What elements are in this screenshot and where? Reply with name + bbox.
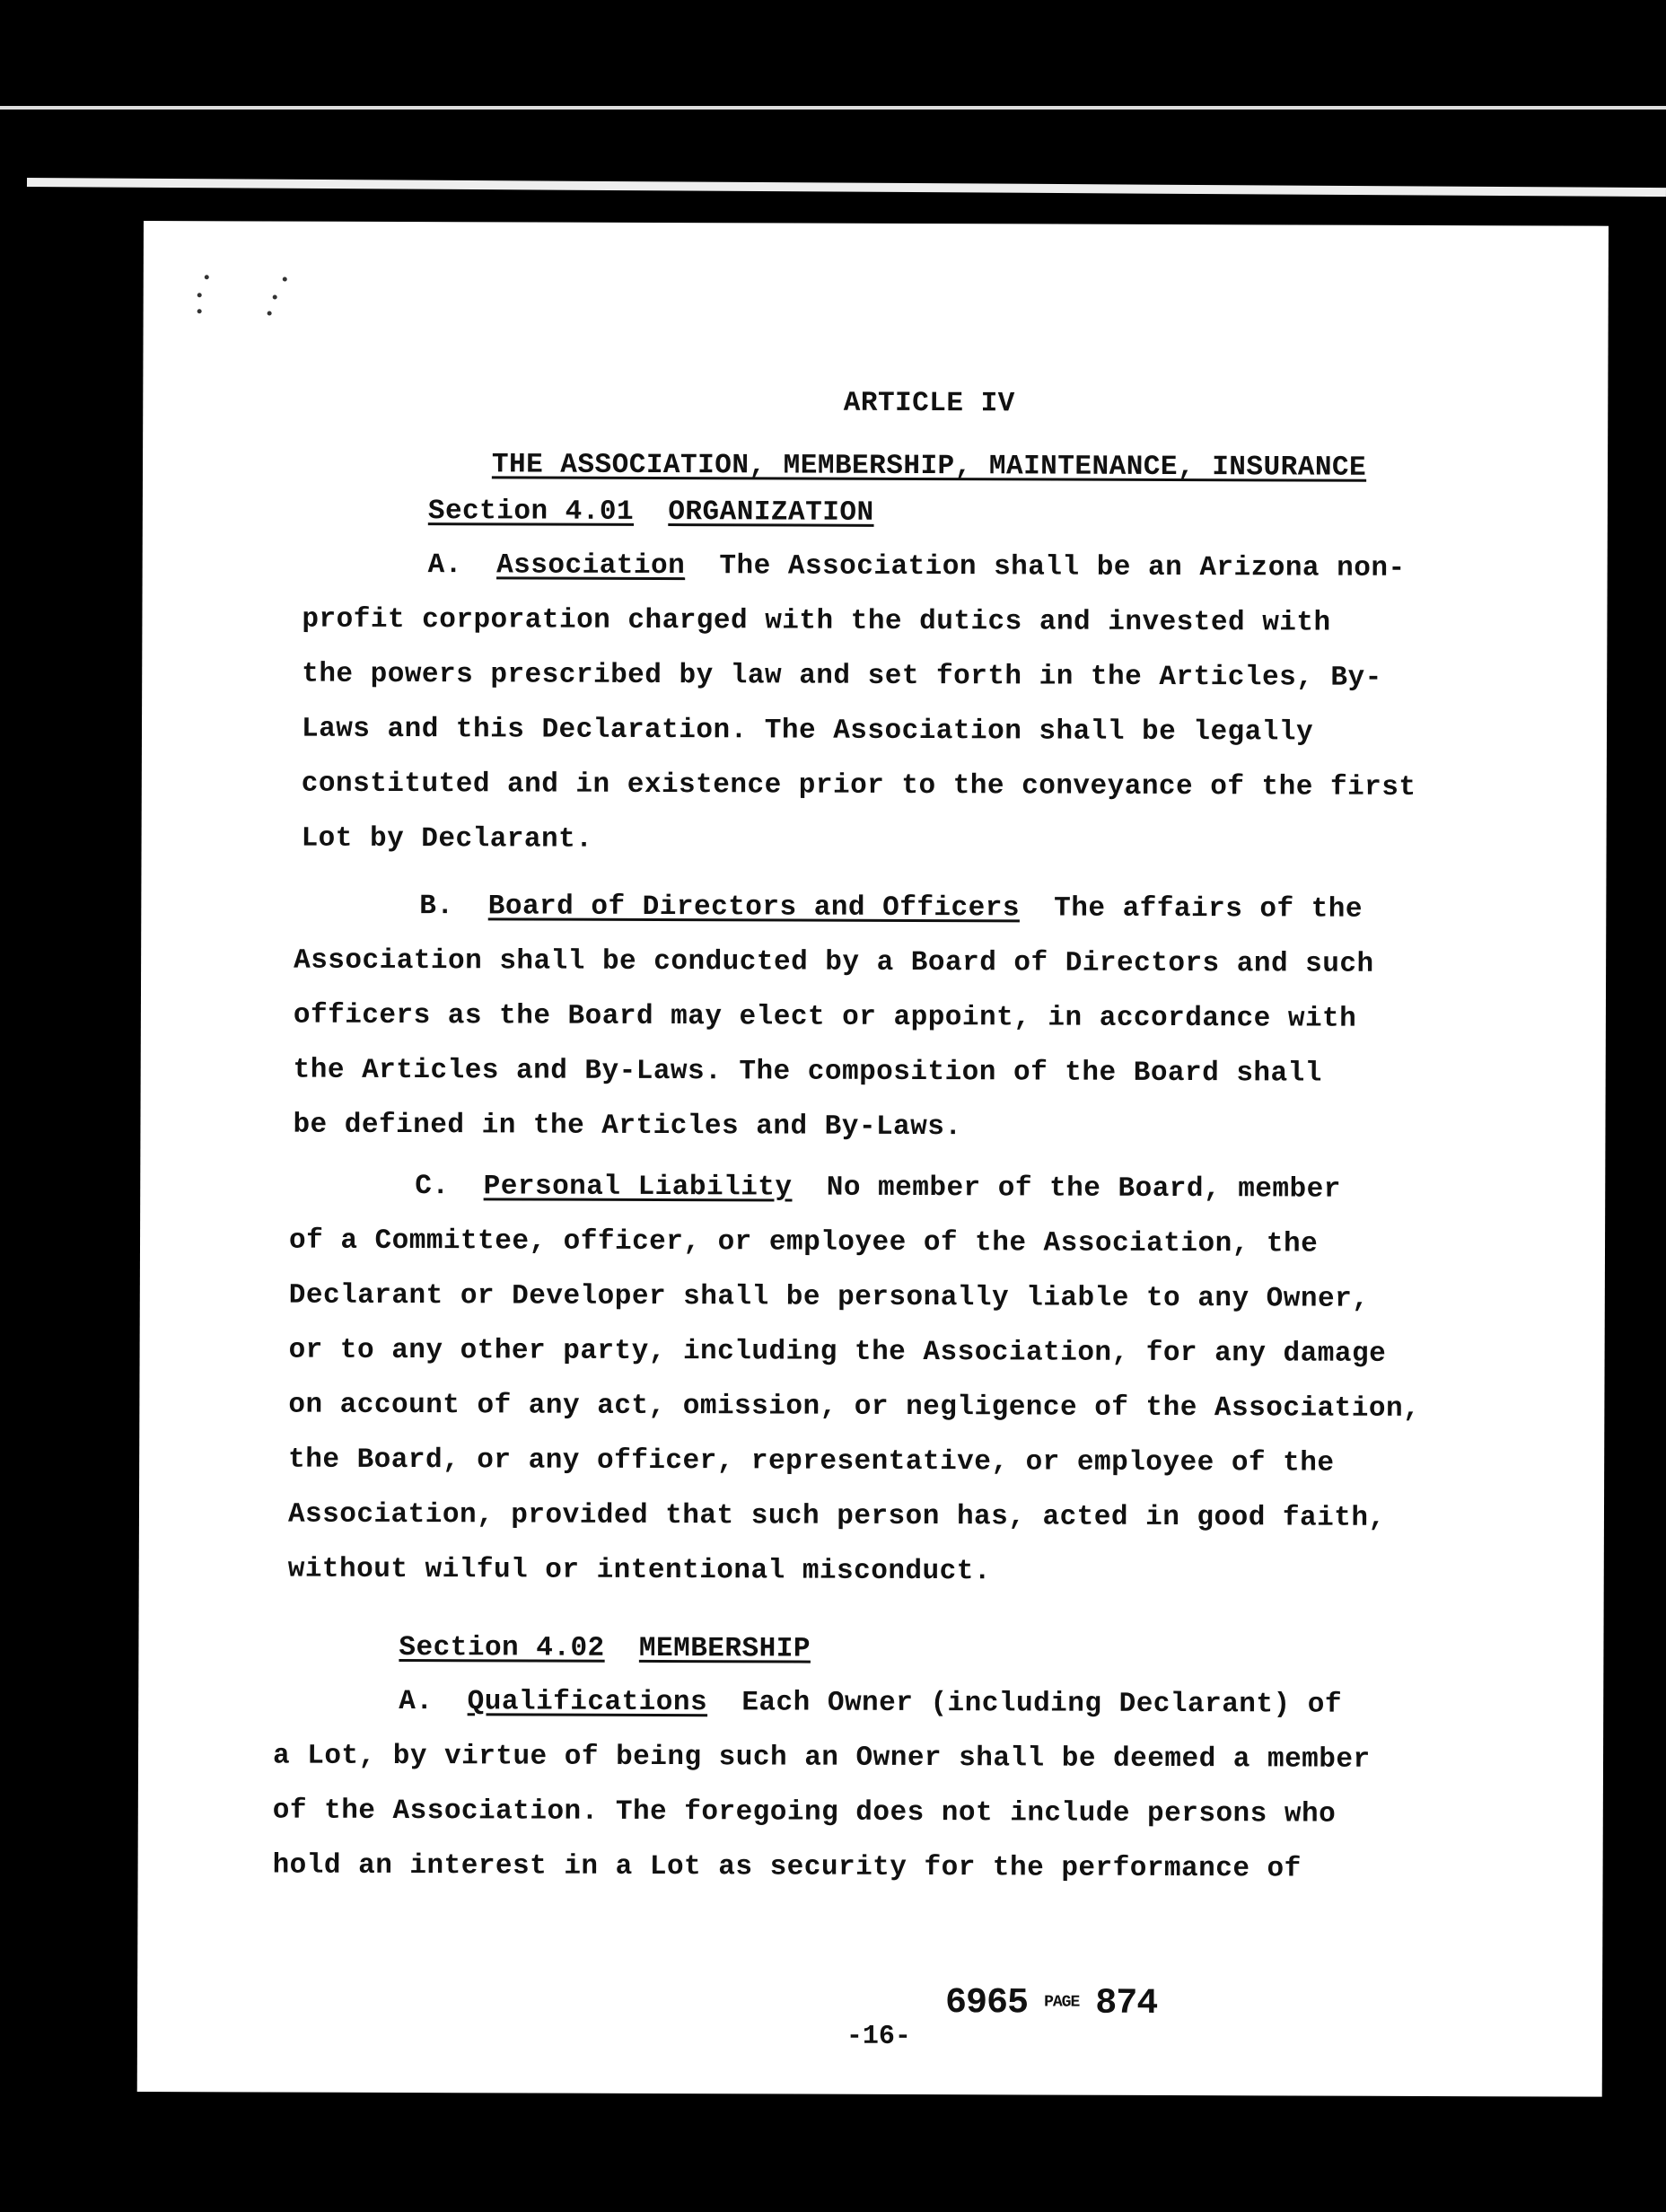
para-first-line	[303, 538, 1496, 597]
para-text: The Association shall be an Arizona non-	[719, 550, 1406, 584]
scan-edge-line	[0, 106, 1666, 110]
stamp-page: 874	[1095, 1983, 1158, 2024]
section-number: Section 4.01	[427, 496, 635, 528]
section-number: Section 4.02	[399, 1632, 605, 1664]
speck	[283, 277, 287, 282]
para-label: C.	[415, 1171, 450, 1203]
para-label: B.	[419, 891, 454, 923]
para-text: The affairs of the	[1054, 892, 1363, 926]
speck	[205, 275, 209, 279]
article-subtitle: THE ASSOCIATION, MEMBERSHIP, MAINTENANCE, INSURANCE	[491, 449, 1367, 484]
section-401-heading	[428, 484, 874, 540]
paragraph-association	[301, 538, 1495, 871]
para-line: Lot by Declarant.	[301, 822, 593, 856]
para-line: Declarant or Developer shall be personally liable to any Owner,	[288, 1279, 1370, 1315]
para-first-line	[273, 1674, 1467, 1734]
article-title: ARTICLE IV	[843, 387, 1015, 420]
speck	[197, 309, 202, 313]
para-line: Laws and this Declaration. The Association shall be legally	[301, 713, 1314, 749]
para-heading: Board of Directors and Officers	[487, 891, 1021, 925]
para-text: Each Owner (including Declarant) of	[741, 1687, 1343, 1721]
section-402-heading	[399, 1620, 811, 1677]
para-line: the powers prescribed by law and set forth in the Articles, By-	[302, 658, 1382, 694]
paragraph-qualifications	[272, 1674, 1467, 1898]
para-line: hold an interest in a Lot as security for the performance of	[272, 1849, 1302, 1885]
speck	[197, 293, 202, 297]
para-line: or to any other party, including the Association, for any damage	[288, 1334, 1387, 1370]
para-line: without wilful or intentional misconduct.	[287, 1553, 992, 1588]
para-line: a Lot, by virtue of being such an Owner shall be deemed a member	[272, 1740, 1371, 1776]
section-title: MEMBERSHIP	[638, 1632, 811, 1665]
para-line: Association, provided that such person has, acted in good faith,	[287, 1498, 1386, 1534]
scan-edge-line	[27, 178, 1666, 197]
document-page	[137, 221, 1609, 2097]
section-title: ORGANIZATION	[668, 496, 874, 529]
para-label: A.	[427, 549, 462, 582]
para-line: the Articles and By-Laws. The composition of the Board shall	[293, 1054, 1322, 1090]
para-line: Association shall be conducted by a Board of Directors and such	[294, 944, 1374, 980]
para-line: on account of any act, omission, or negligence of the Association,	[288, 1389, 1421, 1425]
para-label: A.	[399, 1686, 434, 1718]
stamp-book: 6965	[944, 1983, 1029, 2024]
page-number: -16-	[846, 2021, 912, 2052]
speck	[273, 295, 277, 300]
para-line: officers as the Board may elect or appoint, in accordance with	[293, 999, 1357, 1035]
para-line: of the Association. The foregoing does not include persons who	[272, 1795, 1337, 1830]
stamp-page-label: PAGE	[1044, 1993, 1080, 2013]
speck	[267, 311, 272, 315]
para-text: No member of the Board, member	[826, 1172, 1341, 1206]
para-heading: Personal Liability	[483, 1171, 793, 1204]
para-line: of a Committee, officer, or employee of the Association, the	[288, 1224, 1319, 1260]
para-first-line	[289, 1159, 1483, 1218]
para-line: profit corporation charged with the dutics and invested with	[302, 603, 1331, 639]
para-first-line	[294, 879, 1487, 938]
para-line: the Board, or any officer, representative, or employee of the	[288, 1444, 1335, 1479]
para-heading: Association	[496, 549, 686, 583]
recording-stamp	[945, 1983, 1157, 2024]
paragraph-liability	[288, 1159, 1484, 1602]
para-line: constituted and in existence prior to the conveyance of the first	[301, 768, 1416, 803]
para-line: be defined in the Articles and By-Laws.	[293, 1109, 962, 1144]
scan-specks	[197, 275, 322, 364]
paragraph-board	[293, 879, 1487, 1157]
para-heading: Qualifications	[467, 1686, 708, 1719]
